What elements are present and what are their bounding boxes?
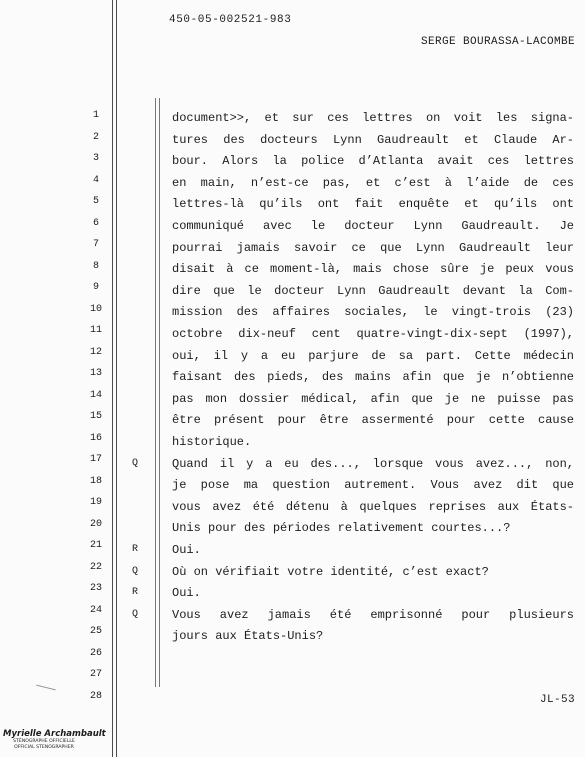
transcript-line: pourrai jamais savoir ce que Lynn Gaudreault leur [172, 240, 574, 255]
page-reference: JL-53 [539, 694, 575, 706]
line-number: 17 [89, 454, 102, 465]
line-number: 22 [89, 561, 102, 573]
transcript-line: octobre dix-neuf cent quatre-vingt-dix-sept (1997), [172, 327, 574, 341]
transcript-line: faisant des pieds, des mains afin que je n’obtienne [172, 370, 574, 385]
text-margin-rule [155, 98, 156, 687]
line-number: 6 [92, 217, 99, 229]
transcript-line: jours aux États-Unis? [172, 629, 324, 644]
text-margin-rule-double [159, 98, 160, 687]
transcript-line: tures des docteurs Lynn Gaudreault et Claude Ar- [172, 132, 574, 147]
transcript-line: lettres-là qu’ils ont fait enquête et qu’ils ont [172, 197, 574, 212]
transcript-line: bour. Alors la police d’Atlanta avait ces lettres [172, 154, 574, 169]
stenographer-title-en: OFFICIAL STENOGRAPHER [14, 745, 74, 750]
line-number: 28 [89, 690, 102, 702]
line-number: 23 [89, 583, 102, 594]
line-number: 24 [89, 604, 102, 616]
margin-rule-left-double [116, 0, 117, 757]
scan-mark [36, 685, 56, 691]
line-number: 16 [89, 432, 102, 444]
line-number: 26 [89, 647, 102, 659]
line-number: 20 [89, 518, 102, 530]
transcript-line: dire que le docteur Lynn Gaudreault devant la Com- [172, 283, 574, 298]
stenographer-logo [3, 729, 106, 751]
line-number: 8 [92, 260, 99, 272]
stenographer-name: Myrielle Archambault [3, 729, 106, 739]
transcript-line: je pose ma question autrement. Vous avez dit que [172, 478, 574, 493]
transcript-line: Oui. [172, 586, 201, 601]
transcript-line: communiqué avec le docteur Lynn Gaudreault. Je [172, 219, 574, 233]
line-number: 27 [89, 669, 102, 680]
question-marker: Q [131, 457, 138, 469]
line-number: 15 [89, 411, 102, 422]
line-number: 25 [89, 626, 102, 637]
transcript-line: pas mon dossier médical, afin que je ne puisse pas [172, 391, 574, 406]
line-number: 3 [92, 153, 99, 164]
transcript-line: en main, n’est-ce pas, et c’est à l’aide de ces [172, 175, 574, 190]
line-number: 14 [89, 389, 102, 401]
transcript-line: Oui. [172, 543, 201, 557]
line-number: 7 [92, 239, 99, 250]
margin-rule-left [112, 0, 113, 757]
line-number: 2 [92, 131, 99, 143]
line-number: 4 [92, 174, 99, 186]
question-marker: Q [131, 565, 138, 577]
answer-marker: R [131, 587, 138, 599]
transcript-line: être présent pour être assermenté pour cette cause [172, 413, 574, 428]
transcript-line: Unis pour des périodes relativement courtes...? [172, 521, 511, 536]
transcript-line: Quand il y a eu des..., lorsque vous avez..., non, [172, 456, 574, 471]
line-number: 21 [89, 540, 102, 551]
line-number: 1 [92, 110, 99, 121]
line-number: 10 [89, 303, 102, 315]
line-number: 5 [92, 196, 99, 207]
transcript-line: mission des affaires sociales, le vingt-trois (23) [172, 305, 574, 320]
file-number: 450-05-002521-983 [169, 14, 292, 26]
line-number: 9 [92, 282, 99, 293]
question-marker: Q [131, 608, 138, 620]
line-number: 13 [89, 368, 102, 379]
transcript-line: historique. [172, 435, 252, 449]
transcript-line: vous avez été détenu à quelques reprises aux États- [172, 499, 574, 514]
line-number: 11 [89, 325, 102, 336]
transcript-line: oui, il y a eu parjure de sa part. Cette médecin [172, 348, 574, 363]
transcript-line: disait à ce moment-là, mais chose sûre je peux vous [172, 262, 574, 277]
line-number: 12 [89, 346, 102, 358]
line-number: 19 [89, 497, 102, 508]
witness-name: SERGE BOURASSA-LACOMBE [420, 36, 575, 48]
transcript-line: Où on vérifiait votre identité, c’est exact? [172, 564, 489, 579]
stenographer-title-fr: STÉNOGRAPHE OFFICIELLE [13, 739, 75, 744]
transcript-line: document>>, et sur ces lettres on voit les signa- [172, 111, 574, 125]
transcript-line: Vous avez jamais été emprisonné pour plusieurs [172, 607, 574, 622]
line-number: 18 [89, 475, 102, 487]
answer-marker: R [131, 544, 138, 555]
